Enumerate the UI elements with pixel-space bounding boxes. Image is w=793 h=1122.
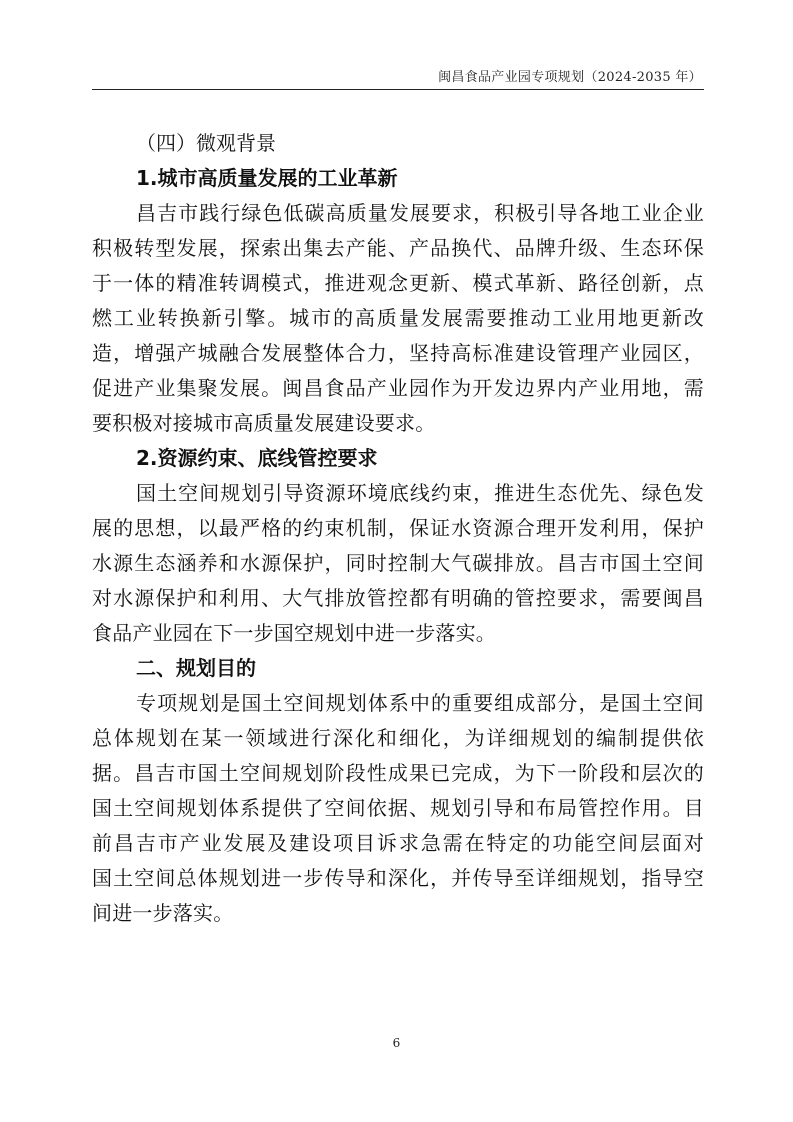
paragraph-line: 展的思想，以最严格的约束机制，保证水资源合理开发利用，保护 [92,516,704,540]
paragraph-line: 对水源保护和利用、大气排放管控都有明确的管控要求，需要闽昌 [92,586,704,610]
header-title: 闽昌食品产业园专项规划（2024-2035 年） [438,70,702,85]
document-body [92,126,704,931]
paragraph-line: 据。昌吉市国土空间规划阶段性成果已完成，为下一阶段和层次的 [92,761,704,785]
paragraph-line: 前昌吉市产业发展及建设项目诉求急需在特定的功能空间层面对 [92,831,704,855]
paragraph-line: 国土空间总体规划进一步传导和深化，并传导至详细规划，指导空 [92,866,704,890]
paragraph-line: 国土空间规划体系提供了空间依据、规划引导和布局管控作用。目 [92,796,704,820]
section-subtitle: （四）微观背景 [136,131,276,155]
paragraph-line: 水源生态涵养和水源保护，同时控制大气碳排放。昌吉市国土空间 [92,551,704,575]
heading-urban-industrial-innovation: 1.城市高质量发展的工业革新 [136,166,398,190]
paragraph-urban-development [92,196,704,441]
heading-resource-constraints: 2.资源约束、底线管控要求 [136,446,378,470]
paragraph-line: 促进产业集聚发展。闽昌食品产业园作为开发边界内产业用地，需 [92,376,704,400]
paragraph-line: 总体规划在某一领域进行深化和细化，为详细规划的编制提供依 [92,726,704,750]
paragraph-planning-purpose [92,686,704,931]
page-number: 6 [392,1036,401,1050]
header-divider [92,89,704,90]
paragraph-line: 国土空间规划引导资源环境底线约束，推进生态优先、绿色发 [136,481,704,505]
paragraph-line: 燃工业转换新引擎。城市的高质量发展需要推动工业用地更新改 [92,306,704,330]
heading-planning-purpose: 二、规划目的 [136,656,256,680]
paragraph-line: 积极转型发展，探索出集去产能、产品换代、品牌升级、生态环保 [92,236,704,260]
paragraph-resource-constraints [92,476,704,651]
page-header [92,70,704,92]
paragraph-line: 于一体的精准转调模式，推进观念更新、模式革新、路径创新，点 [92,271,704,295]
paragraph-line: 昌吉市践行绿色低碳高质量发展要求，积极引导各地工业企业 [136,201,704,225]
paragraph-line: 要积极对接城市高质量发展建设要求。 [92,411,436,435]
paragraph-line: 专项规划是国土空间规划体系中的重要组成部分，是国土空间 [136,691,704,715]
paragraph-line: 间进一步落实。 [92,901,234,925]
paragraph-line: 食品产业园在下一步国空规划中进一步落实。 [92,621,496,645]
paragraph-line: 造，增强产城融合发展整体合力，坚持高标准建设管理产业园区， [92,341,704,365]
